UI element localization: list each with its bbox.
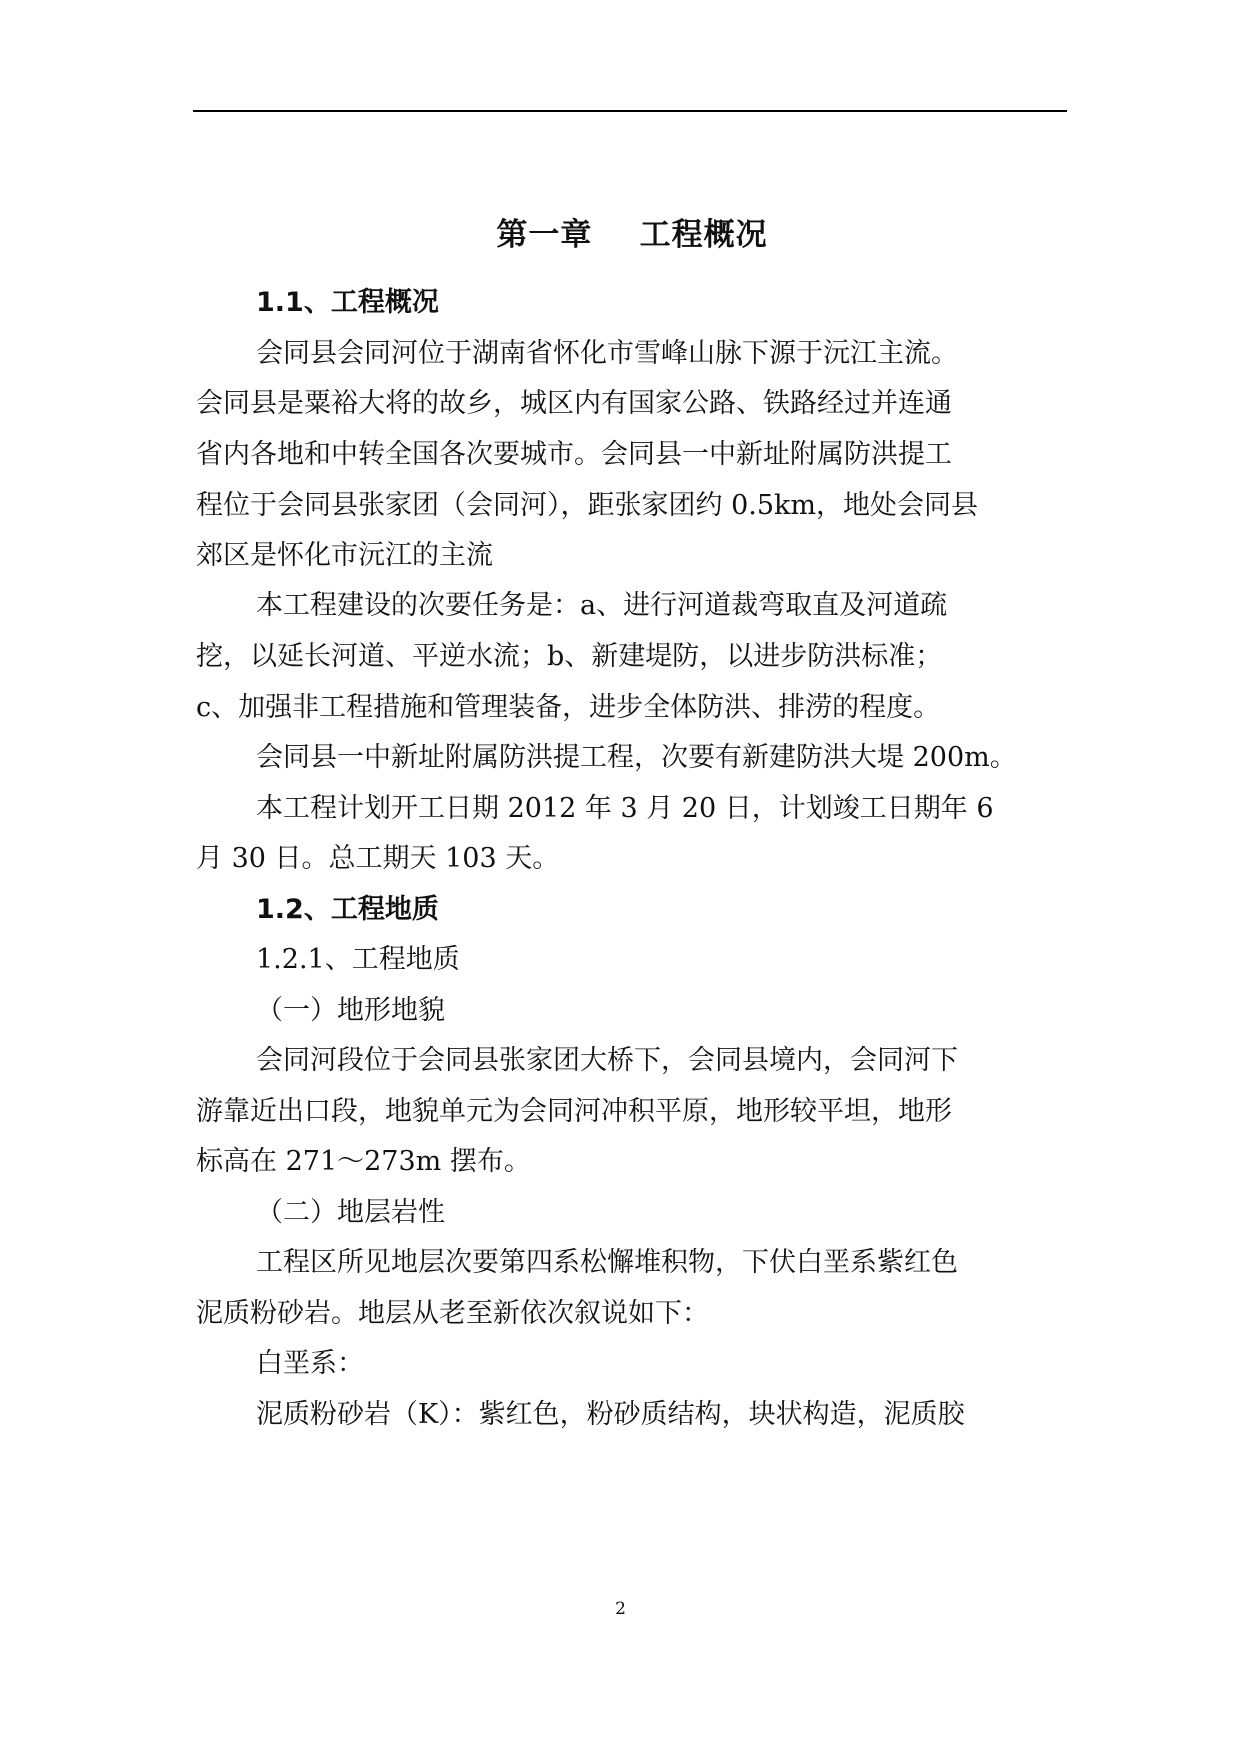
paragraph-line: 本工程建设的次要任务是：a、进行河道裁弯取直及河道疏 <box>256 590 948 621</box>
paragraph-line: 本工程计划开工日期 2012 年 3 月 20 日，计划竣工日期年 6 <box>256 793 994 824</box>
section-heading-1-2: 1.2、工程地质 <box>256 894 439 925</box>
page-number: 2 <box>615 1599 626 1619</box>
paragraph-line: 省内各地和中转全国各次要城市。会同县一中新址附属防洪提工 <box>196 439 952 470</box>
paragraph-line: 会同县会同河位于湖南省怀化市雪峰山脉下源于沅江主流。 <box>256 338 958 369</box>
chapter-title: 第一章 工程概况 <box>496 217 768 253</box>
paragraph-line: 会同河段位于会同县张家团大桥下，会同县境内，会同河下 <box>256 1045 958 1076</box>
paragraph-line: 白垩系： <box>256 1348 364 1379</box>
paragraph-line: 泥质粉砂岩。地层从老至新依次叙说如下： <box>196 1298 709 1329</box>
paragraph-line: 会同县一中新址附属防洪提工程，次要有新建防洪大堤 200m。 <box>256 742 1017 773</box>
paragraph-line: 泥质粉砂岩（K）：紫红色，粉砂质结构，块状构造，泥质胶 <box>256 1399 965 1430</box>
paragraph-line: 会同县是粟裕大将的故乡，城区内有国家公路、铁路经过并连通 <box>196 388 952 419</box>
subsection-item: （一）地形地貌 <box>256 995 445 1026</box>
paragraph-line: 程位于会同县张家团（会同河），距张家团约 0.5km，地处会同县 <box>196 490 978 521</box>
subsection-heading: 1.2.1、工程地质 <box>256 944 460 975</box>
paragraph-line: 游靠近出口段，地貌单元为会同河冲积平原，地形较平坦，地形 <box>196 1096 952 1127</box>
paragraph-line: c、加强非工程措施和管理装备，进步全体防洪、排涝的程度。 <box>196 692 941 723</box>
paragraph-line: 工程区所见地层次要第四系松懈堆积物，下伏白垩系紫红色 <box>256 1247 958 1278</box>
paragraph-line: 月 30 日。总工期天 103 天。 <box>196 843 560 874</box>
paragraph-line: 郊区是怀化市沅江的主流 <box>196 540 493 571</box>
subsection-item: （二）地层岩性 <box>256 1197 445 1228</box>
header-rule <box>193 110 1067 112</box>
section-heading-1-1: 1.1、工程概况 <box>256 287 439 318</box>
paragraph-line: 标高在 271～273m 摆布。 <box>196 1146 531 1177</box>
paragraph-line: 挖，以延长河道、平逆水流；b、新建堤防，以进步防洪标准； <box>196 641 943 672</box>
